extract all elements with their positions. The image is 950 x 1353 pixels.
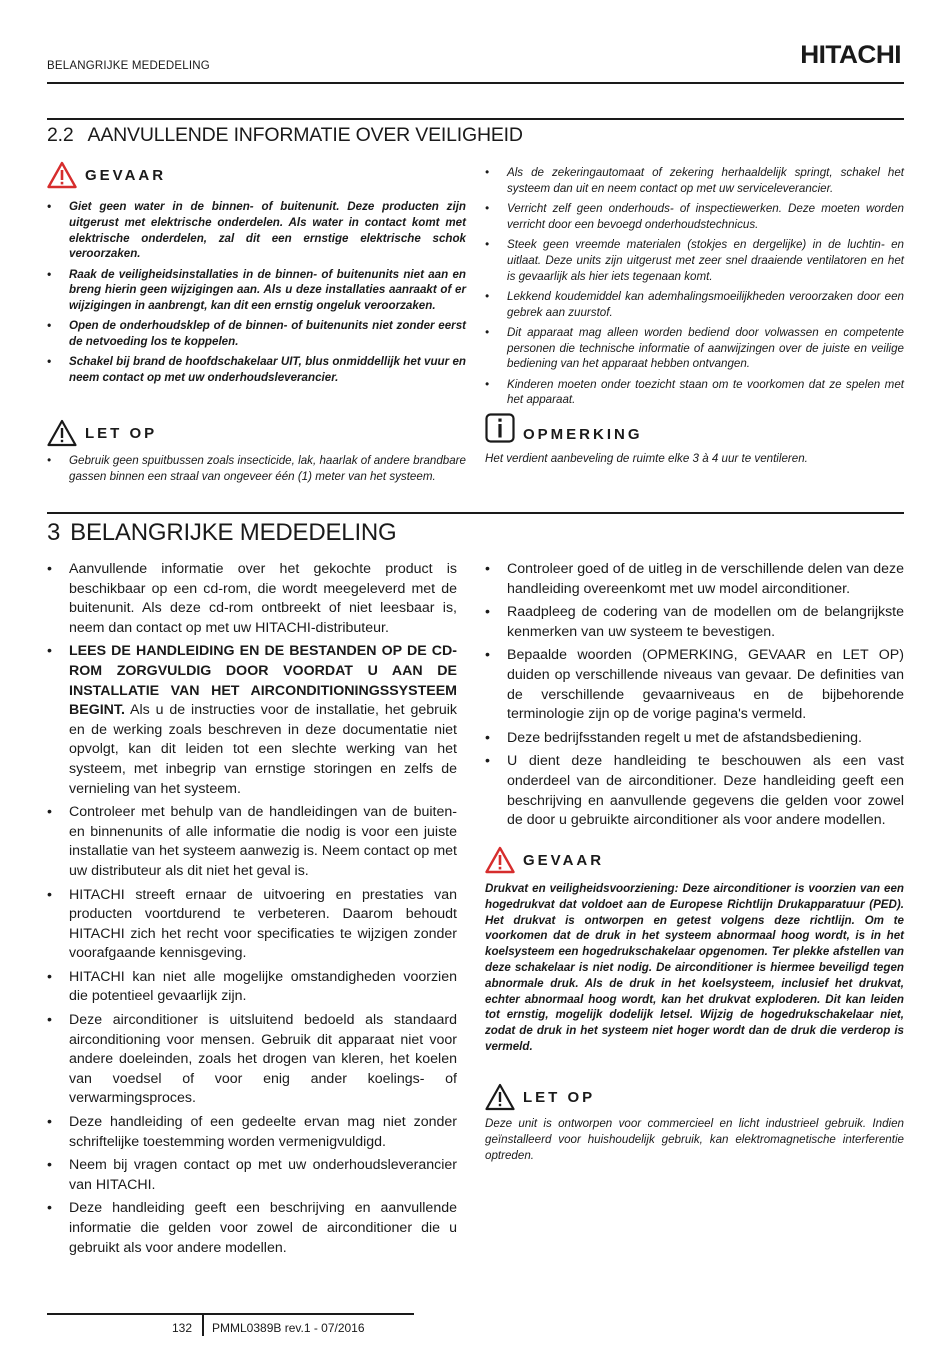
- list-item: • Lekkend koudemiddel kan ademhalingsmoeilijkheden veroorzaken door een gebrek aan zuurstof.: [485, 289, 904, 321]
- list-item: • Dit apparaat mag alleen worden bediend door volwassen en competente personen die technische informatie of aanwijzingen over de juiste en veilige bediening van het apparaat hebben ontvangen.: [485, 325, 904, 372]
- list-item: [47, 1113, 457, 1152]
- opmerking-text: Het verdient aanbeveling de ruimte elke 3 à 4 uur te ventileren.: [485, 452, 808, 465]
- letop-heading: [485, 1082, 904, 1112]
- warning-triangle-red-icon: [485, 846, 515, 874]
- letop-text: Deze unit is ontworpen voor commercieel en licht industrieel gebruik. Indien geïnstalleerd voor huishoudelijk gebruik, kan elektromagnetische interferentie optreden.: [485, 1117, 904, 1162]
- section-3-heading: [47, 519, 397, 547]
- gevaar-list: [47, 199, 466, 386]
- opmerking-heading: [485, 413, 904, 443]
- list-item: • Open de onderhoudsklep of de binnen- of buitenunits niet zonder eerst de netvoeding los te koppelen.: [47, 318, 466, 350]
- footer-separator: [202, 1314, 204, 1336]
- gevaar-heading: [47, 160, 466, 190]
- section-number: 3: [47, 519, 61, 546]
- item-text: HITACHI kan niet alle mogelijke omstandigheden voorzien die potentieel gevaarlijk zijn.: [69, 968, 457, 1005]
- running-header: BELANGRIJKE MEDEDELING: [47, 60, 210, 72]
- item-bold-text: LEES DE HANDLEIDING EN DE BESTANDEN OP DE CD-ROM ZORGVULDIG DOOR VOORDAT U AAN DE INSTALLATIE VAN HET AIRCONDITIONINGSSYSTEEM BEGINT.: [69, 643, 457, 719]
- section-title: AANVULLENDE INFORMATIE OVER VEILIGHEID: [87, 124, 523, 146]
- document-reference: PMML0389B rev.1 - 07/2016: [212, 1321, 365, 1335]
- letop-label: LET OP: [523, 1088, 596, 1106]
- list-item: [47, 1011, 457, 1109]
- list-item: [47, 642, 457, 799]
- list-item: • U dient deze handleiding te beschouwen als een vast onderdeel van de airconditioner. Deze handleiding geeft een beschrijving en aanvullende gegevens die gelden voor zowel de door u gebruikte airconditioner als voor andere modellen.: [485, 752, 904, 830]
- section-2-2-left-column: [47, 160, 466, 390]
- list-item: [47, 886, 457, 964]
- footer-rule: [47, 1313, 414, 1315]
- hitachi-logo: HITACHI: [800, 41, 901, 69]
- gevaar-text: Drukvat en veiligheidsvoorziening: Deze airconditioner is voorzien van een hogedrukvat dat voldoet aan de Europese Richtlijn Drukapparatuur (PED). Het drukvat is ontworpen en getest volgens deze richtlijn. Om te voorkomen dat de druk in het systeem abnormaal hoog wordt, is in het koelsysteem een hogedrukschakelaar opgenomen. Ter plekke afstellen van deze schakelaar is niet nodig. De airconditioner is hiermee beveiligd tegen abnormale druk. Als de druk in het koelsysteem, inclusief het drukvat, echter abnormaal hoog wordt, kan het drukvat exploderen. Dit kan leiden tot ernstig, mogelijk dodelijk letsel. Wijzig de hogedrukschakelaar niet, zodat de druk in het systeem niet hoger wordt dan de druk die verderop is vermeld.: [485, 882, 904, 1053]
- safety-list: [485, 165, 904, 408]
- section-2-2-letop: [47, 418, 466, 489]
- warning-triangle-icon: [485, 1083, 515, 1111]
- section-number: 2.2: [47, 124, 74, 146]
- list-item: [47, 1199, 457, 1258]
- item-text: Deze airconditioner is uitsluitend bedoeld als standaard airconditioning voor mensen. Gebruik dit apparaat niet voor andere doeleinden, zoals het drogen van kleren, het koelen van voedsel of voor enig ander koelings- of verwarmingsproces.: [69, 1012, 457, 1107]
- list-item: • Als de zekeringautomaat of zekering herhaaldelijk springt, schakel het systeem dan uit en neem contact op met uw serviceleverancier.: [485, 165, 904, 197]
- letop-heading: [47, 418, 466, 448]
- list-item: • Bepaalde woorden (OPMERKING, GEVAAR en LET OP) duiden op verschillende niveaus van gevaar. De definities van de verschillende gevaarniveaus en de bijbehorende terminologie zijn op de vorige pagina's vermeld.: [485, 646, 904, 724]
- opmerking-label: OPMERKING: [523, 425, 643, 443]
- list-item: • Gebruik geen spuitbussen zoals insecticide, lak, haarlak of andere brandbare gassen binnen een straal van ongeveer één (1) meter van het systeem.: [47, 453, 466, 485]
- list-item: [47, 968, 457, 1007]
- letop-label: LET OP: [85, 424, 158, 442]
- list-item: [47, 803, 457, 881]
- warning-triangle-red-icon: [47, 161, 77, 189]
- item-text: HITACHI streeft ernaar de uitvoering en prestaties van producten voortdurend te verbeteren. Daarom behoudt HITACHI zich het recht voor specificaties te wijzigen zonder voorafgaande kennisgeving.: [69, 886, 457, 962]
- page-number: 132: [172, 1321, 193, 1335]
- section-3-gevaar: [485, 845, 904, 1055]
- list-item: • Raadpleeg de codering van de modellen om de belangrijkste kenmerken van uw systeem te bevestigen.: [485, 603, 904, 642]
- list-item: [47, 1156, 457, 1195]
- list-item: • Kinderen moeten onder toezicht staan om te voorkomen dat ze spelen met het apparaat.: [485, 377, 904, 409]
- item-text: Deze handleiding of een gedeelte ervan mag niet zonder schriftelijke toestemming worden vermenigvuldigd.: [69, 1114, 457, 1150]
- section-3-letop: [485, 1082, 904, 1163]
- item-text: Controleer met behulp van de handleidingen van de buiten- en binnenunits of alle informatie die nodig is voor een juiste installatie van het systeem aanwezig is. Neem contact op met uw distributeur als dit niet het geval is.: [69, 804, 457, 879]
- notice-list-right: [485, 560, 904, 831]
- list-item: • Giet geen water in de binnen- of buitenunit. Deze producten zijn uitgerust met elektrische onderdelen. Als water in contact komt met elektrische onderdelen, zal dit een ernstige elektrische schok veroorzaken.: [47, 199, 466, 262]
- info-note-icon: [485, 413, 515, 443]
- list-item: • Steek geen vreemde materialen (stokjes en dergelijke) in de luchtin- en uitlaat. Deze units zijn uitgerust met zeer snel draaiende ventilatoren en het is gevaarlijk als hier iets tegenaan komt.: [485, 237, 904, 284]
- letop-list: [47, 453, 466, 485]
- section-2-2-heading: [47, 124, 523, 147]
- list-item: • Verricht zelf geen onderhouds- of inspectiewerken. Deze moeten worden verricht door een bevoegd onderhoudstechnicus.: [485, 201, 904, 233]
- section-3-rule: [47, 512, 904, 514]
- gevaar-label: GEVAAR: [85, 166, 167, 184]
- gevaar-label: GEVAAR: [523, 851, 605, 869]
- item-text: Als u de instructies voor de installatie, het gebruik en de werking zoals beschreven in deze documentatie niet opvolgt, kan dit leiden tot een slechte werking van het systeem, met inbegrip van ernstige storingen en zelfs de vernieling van het systeem.: [69, 702, 457, 797]
- list-item: • Deze bedrijfsstanden regelt u met de afstandsbediening.: [485, 729, 904, 749]
- list-item: • Schakel bij brand de hoofdschakelaar UIT, blus onmiddellijk het vuur en neem contact op met uw onderhoudsleverancier.: [47, 354, 466, 386]
- section-2-2-right-column: [485, 165, 904, 413]
- gevaar-heading: [485, 845, 904, 875]
- item-text: Deze handleiding geeft een beschrijving en aanvullende informatie die gelden voor zowel de airconditioner die u gebruikt als voor andere modellen.: [69, 1200, 457, 1256]
- section-title: BELANGRIJKE MEDEDELING: [70, 519, 397, 546]
- section-rule-top: [47, 118, 904, 120]
- opmerking-note: [485, 413, 904, 467]
- item-text: Neem bij vragen contact op met uw onderhoudsleverancier van HITACHI.: [69, 1157, 457, 1193]
- header-rule: [47, 82, 904, 84]
- notice-list: [47, 560, 457, 1258]
- list-item: • Controleer goed of de uitleg in de verschillende delen van deze handleiding overeenkomt met uw model airconditioner.: [485, 560, 904, 599]
- list-item: [47, 560, 457, 638]
- section-3-right-column: [485, 560, 904, 835]
- list-item: • Raak de veiligheidsinstallaties in de binnen- of buitenunits niet aan en breng hierin geen wijzigingen aan. Als u deze installaties aanraakt of er wijzigingen in aanbrengt, kan dit een ernstig ongeluk veroorzaken.: [47, 267, 466, 314]
- warning-triangle-icon: [47, 419, 77, 447]
- section-3-left-column: [47, 560, 457, 1262]
- item-text: Aanvullende informatie over het gekochte product is beschikbaar op een cd-rom, die wordt meegeleverd met de buitenunit. Als deze cd-rom ontbreekt of niet leesbaar is, neem dan contact op met uw HITACHI-distributeur.: [69, 561, 457, 636]
